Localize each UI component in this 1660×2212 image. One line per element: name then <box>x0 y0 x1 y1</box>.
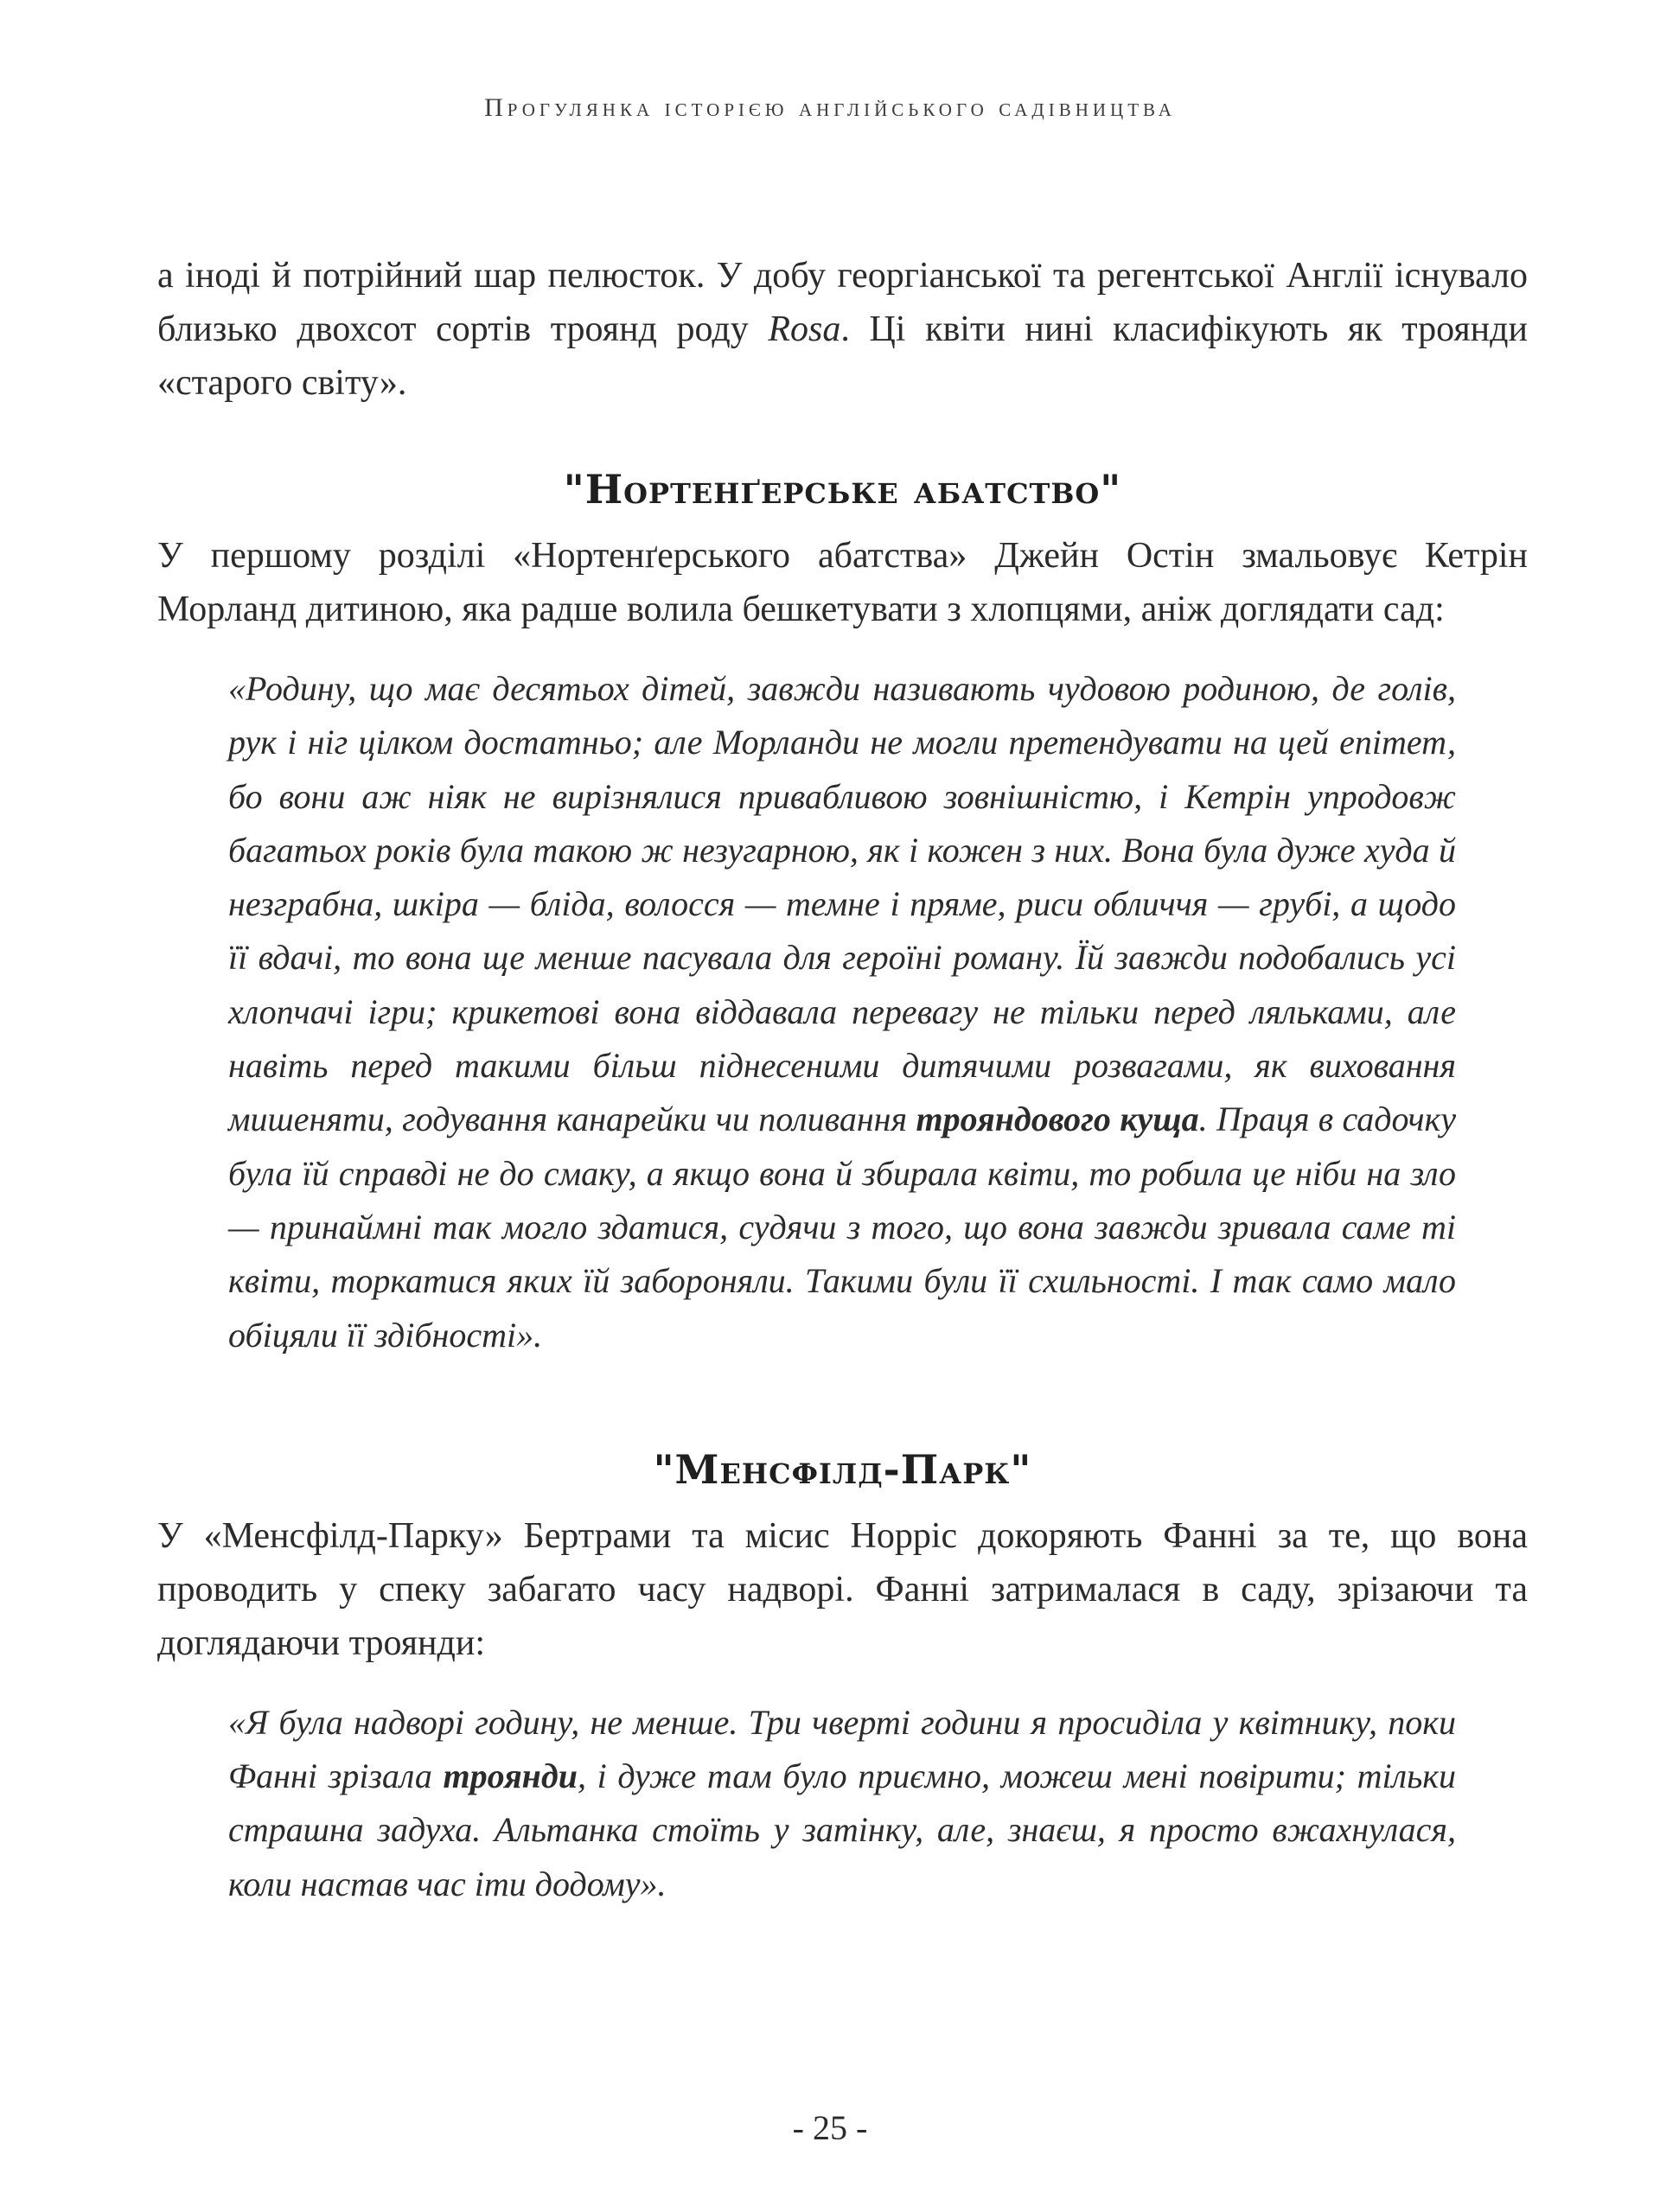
page-number: - 25 - <box>792 2108 868 2147</box>
quote-mansfield <box>228 1696 1456 1911</box>
section-paragraph-northanger: У першому розділі «Нортенґерського абатства» Джейн Остін змальовує Кетрін Морланд дитиною, яка радше волила бешкетувати з хлопцями, аніж доглядати сад: <box>157 536 1528 629</box>
section-title-northanger: "Нортенґерське абатство" <box>563 466 1122 513</box>
quote-mansfield-bold: троянди <box>443 1756 578 1796</box>
intro-paragraph <box>157 249 1528 410</box>
quote-mansfield-end: , і дуже там було приємно, можеш мені повірити; тільки страшна задуха. Альтанка стоїть у затінку, але, знаєш, я просто вжахнулася, коли настав час іти додому». <box>228 1756 1456 1903</box>
quote-northanger-bold: трояндового куща <box>916 1100 1199 1139</box>
quote-northanger-end: . Праця в садочку була їй справді не до смаку, а якщо вона й збирала квіти, то робила це ніби на зло — принаймні так могло здатися, судячи з того, що вона завжди зривала саме ті квіти, торкатися яких їй забороняли. Такими були її схильності. І так само мало обіцяли її здібності». <box>228 1100 1457 1355</box>
intro-text: а іноді й потрійний шар пелюсток. У добу георгіанської та регентської Англії існувало близько двохсот сортів троянд роду <box>157 256 1528 349</box>
quote-mansfield-start: «Я була надворі годину, не менше. Три чверті години я просиділа у квітнику, поки Фанні зрізала <box>228 1702 1456 1796</box>
quote-northanger <box>228 662 1456 1362</box>
quote-northanger-start: «Родину, що має десятьох дітей, завжди називають чудовою родиною, де голів, рук і ніг цілком достатньо; але Морланди не могли претендувати на цей епітет, бо вони аж ніяк не вирізнялися привабливою зовнішністю, і Кетрін упродовж багатьох років була такою ж незугарною, як і кожен з них. Вона була дуже худа й незграбна, шкіра — бліда, волосся — темне і пряме, риси обличчя — грубі, а щодо її вдачі, то вона ще менше пасувала для героїні роману. Їй завжди подобались усі хлопчачі ігри; крикетові вона віддавала перевагу не тільки перед ляльками, але навіть перед такими більш піднесеними дитячими розвагами, як виховання мишеняти, годування канарейки чи поливання <box>228 669 1456 1139</box>
running-head: Прогулянка історією англійського садівництва <box>484 93 1176 122</box>
intro-italic-word: Rosa <box>768 309 841 349</box>
intro-text-end: . Ці квіти нині класифікують як троянди «старого світу». <box>157 309 1528 403</box>
section-paragraph-mansfield: У «Менсфілд-Парку» Бертрами та місис Норріс докоряють Фанні за те, що вона проводить у спеку забагато часу надворі. Фанні затрималася в саду, зрізаючи та доглядаючи троянди: <box>157 1515 1528 1663</box>
section-title-mansfield: "Менсфілд-Парк" <box>653 1445 1032 1493</box>
page-body <box>157 249 1528 1911</box>
